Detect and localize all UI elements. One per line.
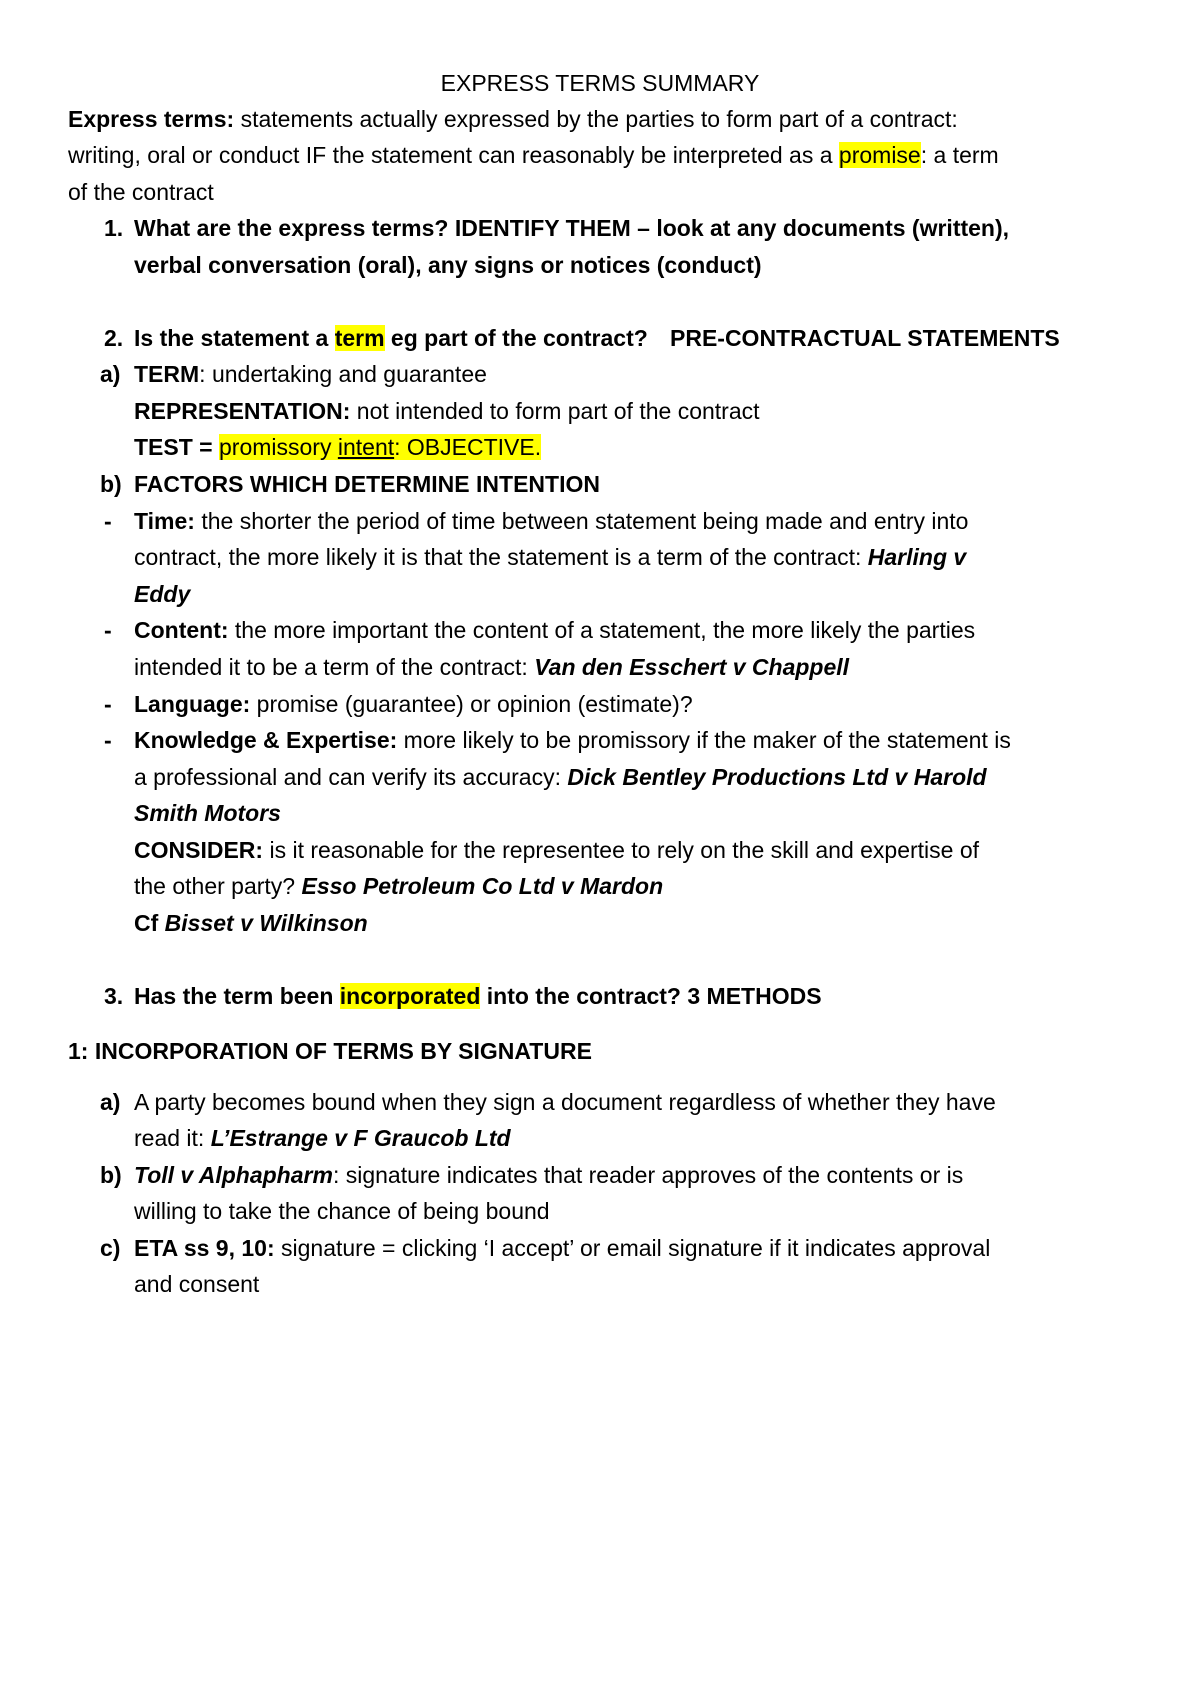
sig-c-line-2: and consent <box>134 1271 260 1297</box>
sig-a-marker: a) <box>100 1089 121 1115</box>
factors-heading: FACTORS WHICH DETERMINE INTENTION <box>134 471 600 497</box>
case-name: Van den Esschert v Chappell <box>534 654 850 680</box>
section-1-line-2: verbal conversation (oral), any signs or notices (conduct) <box>134 252 762 278</box>
document-title: EXPRESS TERMS SUMMARY <box>440 70 760 96</box>
section-3-heading: Has the term been incorporated into the contract? 3 METHODS <box>134 983 822 1009</box>
highlight-incorporated: incorporated <box>339 983 481 1009</box>
case-name: Esso Petroleum Co Ltd v Mardon <box>301 873 664 899</box>
intro-line-2: writing, oral or conduct IF the statement can reasonably be interpreted as a promise: a term <box>68 142 999 168</box>
dash-bullet: - <box>104 617 112 643</box>
case-name: L’Estrange v F Graucob Ltd <box>210 1125 511 1151</box>
sig-a-line-2: read it: L’Estrange v F Graucob Ltd <box>134 1125 511 1151</box>
case-name: Eddy <box>134 581 191 607</box>
cf-line: Cf Bisset v Wilkinson <box>134 910 368 936</box>
factor-time-line-3 <box>134 579 190 609</box>
dash-bullet: - <box>104 727 112 753</box>
case-name: Bisset v Wilkinson <box>164 910 368 936</box>
factor-language: Language: promise (guarantee) or opinion (estimate)? <box>134 691 693 717</box>
sig-b-line-1: Toll v Alphapharm: signature indicates that reader approves of the contents or is <box>134 1162 964 1188</box>
sig-c-line-1: ETA ss 9, 10: signature = clicking ‘I accept’ or email signature if it indicates approval <box>134 1235 991 1261</box>
highlight-promissory-intent: promissory intent: OBJECTIVE. <box>219 434 542 460</box>
sig-b-marker: b) <box>100 1162 122 1188</box>
sig-b-line-2: willing to take the chance of being bound <box>134 1198 550 1224</box>
factor-knowledge-line-1: Knowledge & Expertise: more likely to be promissory if the maker of the statement is <box>134 727 1011 753</box>
intro-line-1: Express terms: statements actually expressed by the parties to form part of a contract: <box>68 106 958 132</box>
factor-knowledge-line-2: a professional and can verify its accuracy: Dick Bentley Productions Ltd v Harold <box>134 764 987 790</box>
intro-line-3: of the contract <box>68 179 214 205</box>
signature-heading: 1: INCORPORATION OF TERMS BY SIGNATURE <box>68 1038 592 1064</box>
sig-c-marker: c) <box>100 1235 121 1261</box>
factor-content-line-1: Content: the more important the content of a statement, the more likely the parties <box>134 617 976 643</box>
sig-a-line-1: A party becomes bound when they sign a document regardless of whether they have <box>134 1089 996 1115</box>
section-2-heading: Is the statement a term eg part of the contract? <box>134 325 648 351</box>
representation-definition: REPRESENTATION: not intended to form part of the contract <box>134 398 760 424</box>
section-1-number: 1. <box>104 215 124 241</box>
highlight-term: term <box>334 325 385 351</box>
test-line: TEST = promissory intent: OBJECTIVE. <box>134 434 542 460</box>
consider-line-2: the other party? Esso Petroleum Co Ltd v Mardon <box>134 873 664 899</box>
case-name: Toll v Alphapharm <box>134 1162 333 1188</box>
pre-contractual-label: PRE-CONTRACTUAL STATEMENTS <box>670 325 1060 351</box>
highlight-promise: promise <box>838 142 921 168</box>
item-b-marker: b) <box>100 471 122 497</box>
dash-bullet: - <box>104 508 112 534</box>
dash-bullet: - <box>104 691 112 717</box>
factor-content-line-2: intended it to be a term of the contract: Van den Esschert v Chappell <box>134 654 850 680</box>
item-a-marker: a) <box>100 361 121 387</box>
section-3-number: 3. <box>104 983 124 1009</box>
section-1-line-1: What are the express terms? IDENTIFY THEM – look at any documents (written), <box>134 215 1010 241</box>
consider-line-1: CONSIDER: is it reasonable for the representee to rely on the skill and expertise of <box>134 837 980 863</box>
case-name: Smith Motors <box>134 800 281 826</box>
term-definition: TERM: undertaking and guarantee <box>134 361 487 387</box>
factor-knowledge-line-3 <box>134 798 281 828</box>
factor-time-line-2: contract, the more likely it is that the statement is a term of the contract: Harling v <box>134 544 967 570</box>
case-name: Harling v <box>867 544 967 570</box>
case-name: Dick Bentley Productions Ltd v Harold <box>567 764 987 790</box>
factor-time-line-1: Time: the shorter the period of time between statement being made and entry into <box>134 508 969 534</box>
section-2-number: 2. <box>104 325 124 351</box>
